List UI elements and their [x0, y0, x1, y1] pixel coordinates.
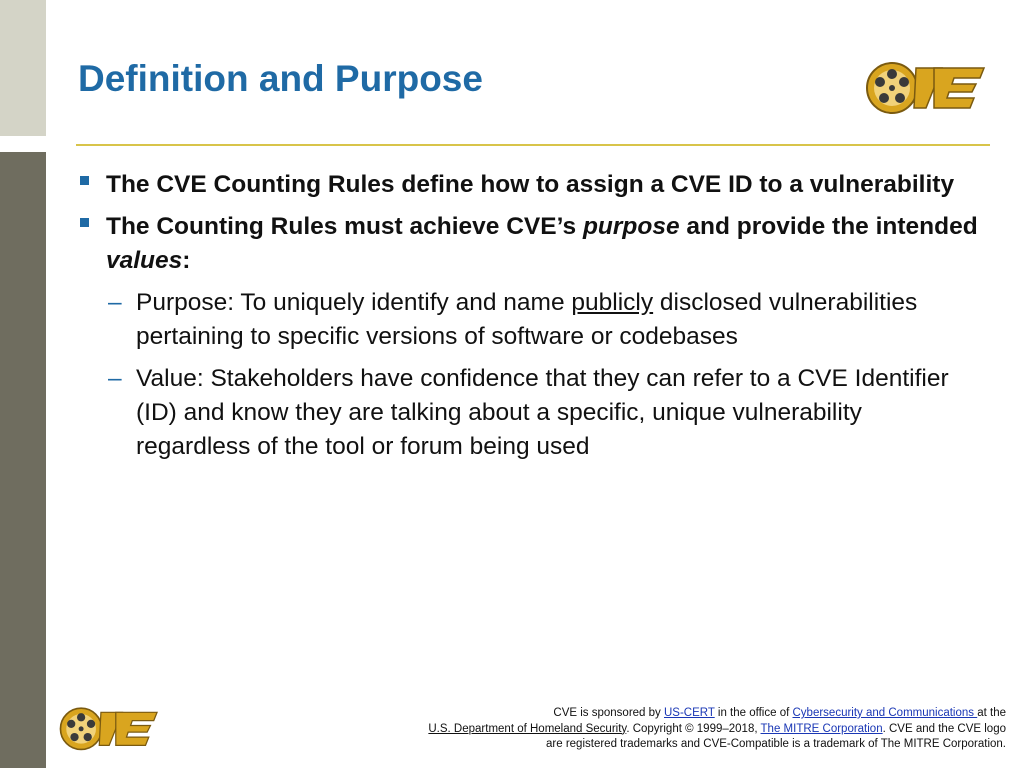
bullet-text: The CVE Counting Rules define how to assign a CVE ID to a vulnerability: [106, 171, 955, 198]
slide-content: [78, 168, 978, 472]
sub-text: Value: Stakeholders have confidence that they can refer to a CVE Identifier (ID) and know they are talking about a specific, unique vulnerability regardless of the tool or forum being used: [136, 365, 949, 460]
logo-lettering: [914, 68, 984, 108]
sub-text-post: disclosed vulnerabilities pertaining to specific versions of software or codebases: [136, 289, 918, 350]
sub-bullet-purpose: [78, 286, 978, 354]
slide-title: Definition and Purpose: [78, 58, 483, 99]
emphasis-values: values: [106, 247, 183, 274]
dhs-link[interactable]: U.S. Department of Homeland Security: [428, 722, 627, 735]
footer-text: in the office of: [714, 707, 793, 719]
dash-bullet-icon: –: [108, 365, 122, 392]
bullet-text-pre: The Counting Rules must achieve CVE’s: [106, 213, 583, 240]
sidebar-accent-top: [0, 0, 46, 136]
emphasis-purpose: purpose: [582, 213, 680, 240]
square-bullet-icon: [80, 176, 89, 185]
bullet-counting-rules-definition: [78, 168, 978, 202]
underlined-publicly: publicly: [571, 289, 654, 316]
sub-text-pre: Purpose: To uniquely identify and name: [136, 289, 572, 316]
square-bullet-icon: [80, 218, 89, 227]
bullet-text-mid: and provide the intended: [679, 213, 978, 240]
film-reel-icon: [867, 63, 917, 113]
footer-text: CVE is sponsored by: [553, 707, 664, 719]
title-divider: [76, 144, 990, 146]
bullet-text-post: :: [182, 247, 191, 274]
footer-text: . Copyright © 1999–2018,: [626, 722, 761, 735]
sidebar-accent-bottom: [0, 152, 46, 768]
logo-lettering: [99, 712, 157, 745]
mitre-link[interactable]: The MITRE Corporation: [760, 722, 883, 735]
footer-sponsorship: [426, 706, 1006, 753]
film-reel-icon: [60, 708, 101, 749]
dash-bullet-icon: –: [108, 289, 122, 316]
cybersecurity-communications-link[interactable]: Cybersecurity and Communications: [792, 707, 978, 719]
footer-text: . CVE and the CVE logo are registered trademarks and CVE-Compatible is a trademark of The MITRE Corporation.: [546, 722, 1006, 750]
cve-logo-footer: [58, 700, 162, 756]
footer-text: at the: [977, 707, 1006, 719]
us-cert-link[interactable]: US-CERT: [664, 707, 715, 719]
sub-bullet-value: [78, 362, 978, 464]
bullet-counting-rules-purpose: [78, 210, 978, 278]
cve-logo: [864, 54, 990, 120]
